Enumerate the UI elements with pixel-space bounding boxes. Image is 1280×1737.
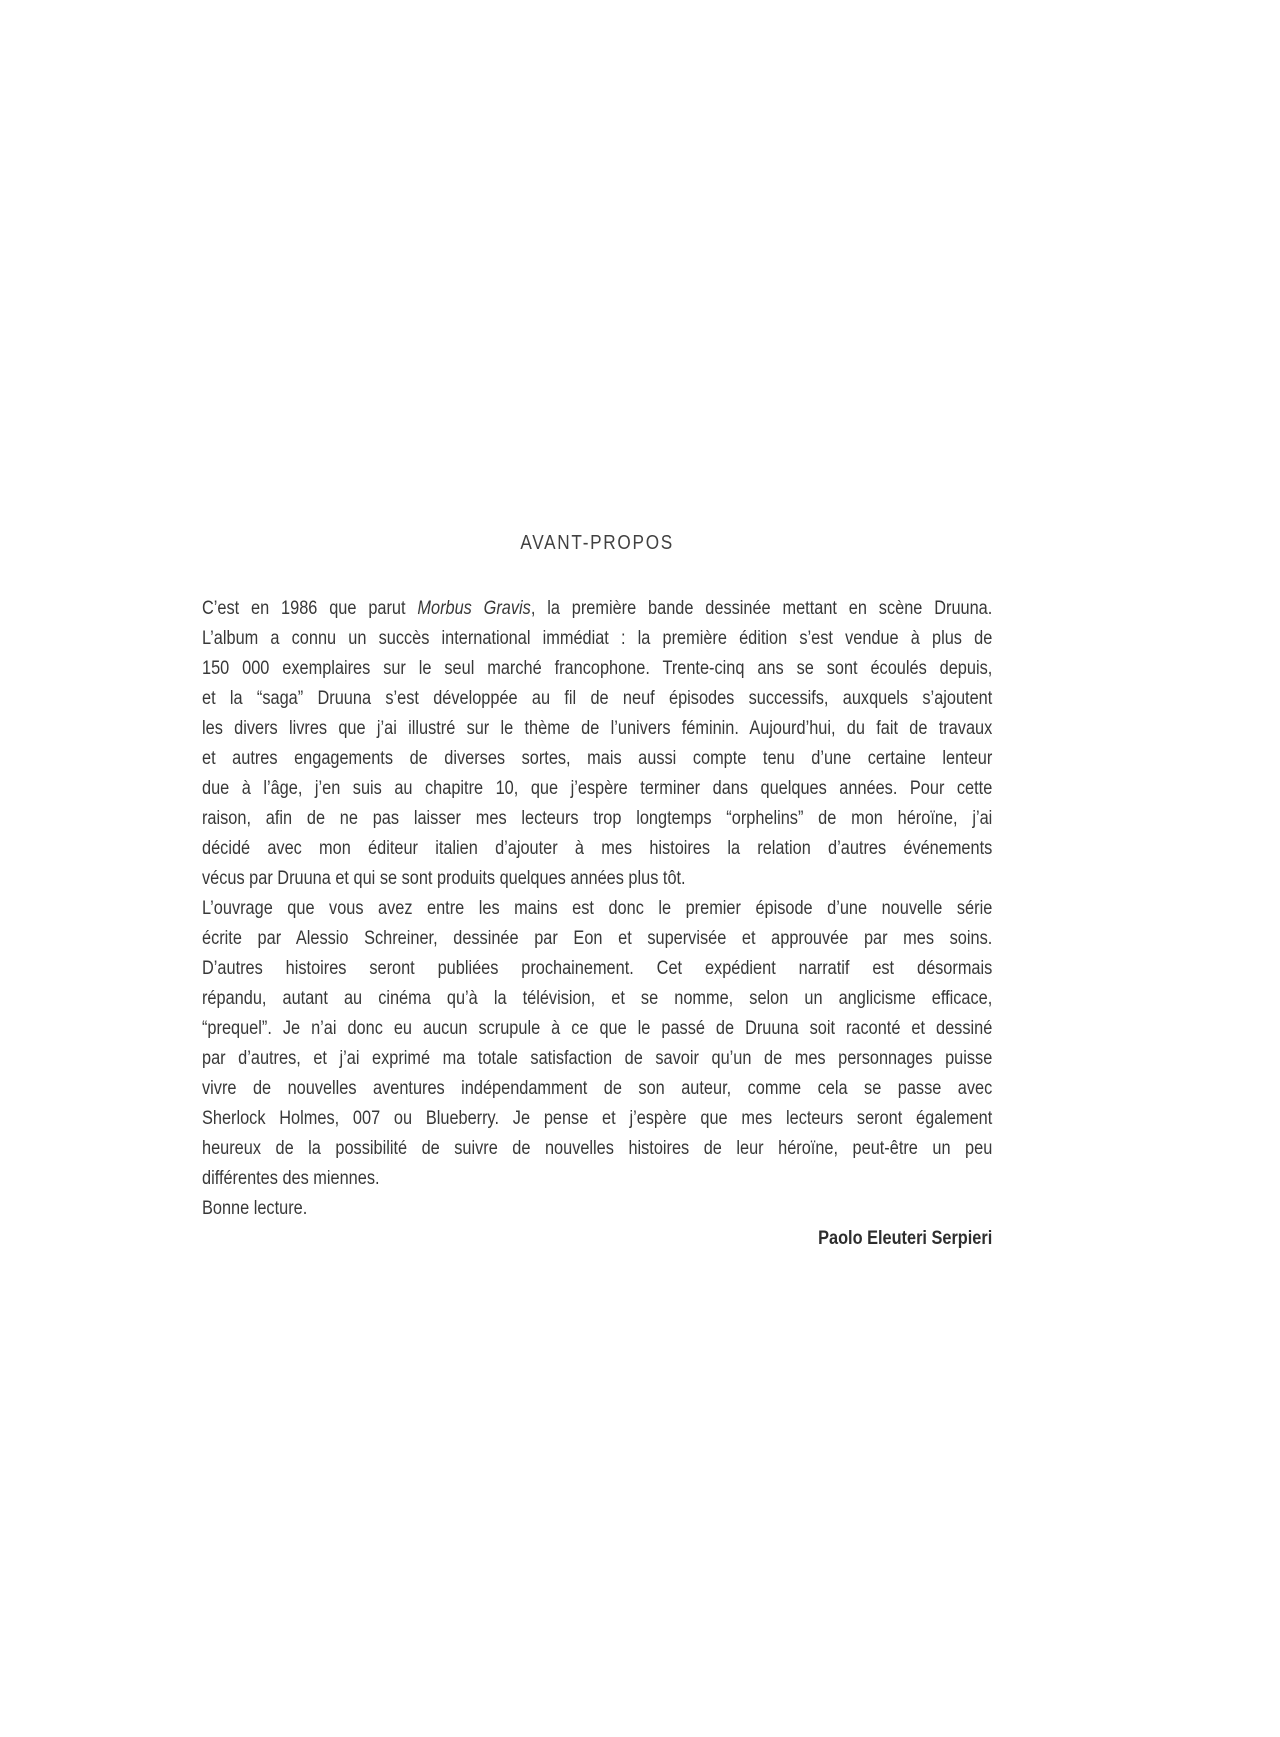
text-line: L’ouvrage que vous avez entre les mains est donc le premier épisode d’une nouvelle série <box>202 898 993 919</box>
text-line: vivre de nouvelles aventures indépendamment de son auteur, comme cela se passe avec <box>202 1078 993 1099</box>
text-line: heureux de la possibilité de suivre de nouvelles histoires de leur héroïne, peut-être un peu <box>202 1138 993 1159</box>
text-line: Sherlock Holmes, 007 ou Blueberry. Je pense et j’espère que mes lecteurs seront également <box>202 1108 993 1129</box>
text-line: par d’autres, et j’ai exprimé ma totale satisfaction de savoir qu’un de mes personnages puisse <box>202 1048 993 1069</box>
text-line: décidé avec mon éditeur italien d’ajouter à mes histoires la relation d’autres événements <box>202 838 993 859</box>
text-line: 150 000 exemplaires sur le seul marché francophone. Trente-cinq ans se sont écoulés depuis, <box>202 658 993 679</box>
text-line: raison, afin de ne pas laisser mes lecteurs trop longtemps “orphelins” de mon héroïne, j’ai <box>202 808 993 829</box>
text-line: les divers livres que j’ai illustré sur le thème de l’univers féminin. Aujourd’hui, du fait de travaux <box>202 718 993 739</box>
text-column <box>202 0 992 1254</box>
text-line: C’est en 1986 que parut Morbus Gravis, la première bande dessinée mettant en scène Druuna. <box>202 598 993 619</box>
text-line: “prequel”. Je n’ai donc eu aucun scrupule à ce que le passé de Druuna soit raconté et dessiné <box>202 1018 993 1039</box>
author-signature: Paolo Eleuteri Serpieri <box>818 1228 993 1249</box>
text-line: D’autres histoires seront publiées prochainement. Cet expédient narratif est désormais <box>202 958 993 979</box>
text-line: écrite par Alessio Schreiner, dessinée par Eon et supervisée et approuvée par mes soins. <box>202 928 993 949</box>
text-line: répandu, autant au cinéma qu’à la télévision, et se nomme, selon un anglicisme efficace, <box>202 988 993 1009</box>
text-line: différentes des miennes. <box>202 1168 380 1189</box>
text-line: et autres engagements de diverses sortes, mais aussi compte tenu d’une certaine lenteur <box>202 748 993 769</box>
text-line: et la “saga” Druuna s’est développée au fil de neuf épisodes successifs, auxquels s’ajoutent <box>202 688 993 709</box>
text-line: due à l’âge, j’en suis au chapitre 10, que j’espère terminer dans quelques années. Pour cette <box>202 778 993 799</box>
page-title: AVANT-PROPOS <box>520 532 674 554</box>
text-line: Bonne lecture. <box>202 1198 308 1219</box>
text-line: L’album a connu un succès international immédiat : la première édition s’est vendue à plus de <box>202 628 993 649</box>
text-line: vécus par Druuna et qui se sont produits quelques années plus tôt. <box>202 868 686 889</box>
body-text <box>202 594 992 1224</box>
